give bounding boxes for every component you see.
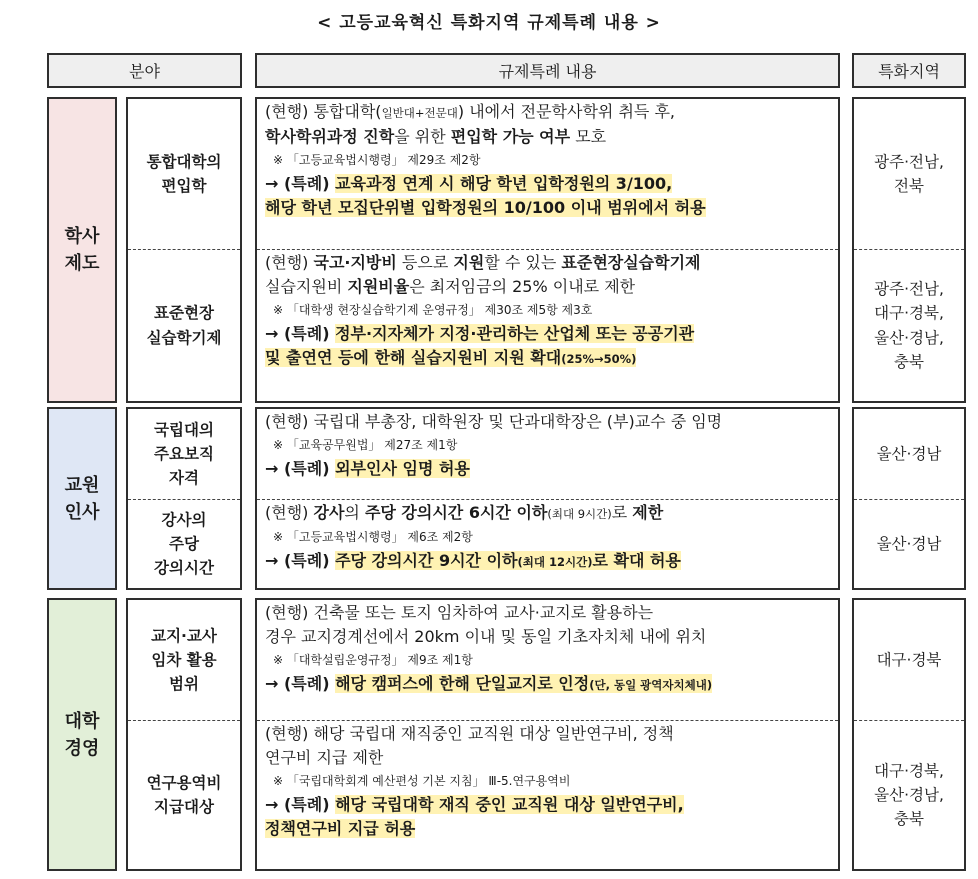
current-rule: (현행) 국고·지방비 등으로 지원할 수 있는 표준현장실습학기제 (265, 253, 701, 272)
content-column-faculty (255, 407, 840, 590)
row-subject: 표준현장 실습학기제 (128, 249, 240, 401)
category-management-label: 대학 경영 (64, 710, 100, 759)
current-rule: (현행) 통합대학(일반대+전문대) 내에서 전문학사학위 취득 후, (265, 102, 676, 121)
special-rule: → (특례) 해당 국립대학 재직 중인 교직원 대상 일반연구비, (265, 795, 684, 814)
current-rule-cont: 연구비 지급 제한 (265, 748, 384, 767)
row-subject: 국립대의 주요보직 자격 (154, 420, 214, 487)
current-rule-cont: 실습지원비 지원비율은 최저임금의 25% 이내로 제한 (265, 277, 636, 296)
category-academic-label: 학사 제도 (64, 226, 100, 274)
table-row (257, 99, 838, 249)
category-management (47, 598, 117, 871)
table-row (257, 409, 838, 499)
region-column-management (852, 598, 966, 871)
region-label: 대구·경북, 울산·경남, 충북 (854, 720, 964, 869)
current-rule: (현행) 국립대 부총장, 대학원장 및 단과대학장은 (부)교수 중 임명 (265, 412, 723, 431)
table-row (257, 249, 838, 401)
category-academic (47, 97, 117, 403)
legal-note: ※ 「고등교육법시행령」 제6조 제2항 (273, 530, 473, 544)
region-label: 대구·경북 (876, 650, 942, 669)
region-label: 울산·경남 (876, 444, 942, 463)
legal-note: ※ 「교육공무원법」 제27조 제1항 (273, 438, 458, 452)
special-rule-cont: 및 출연연 등에 한해 실습지원비 지원 확대(25%→50%) (265, 348, 637, 367)
current-rule: (현행) 강사의 주당 강의시간 6시간 이하(최대 9시간)로 제한 (265, 503, 664, 522)
row-subject: 통합대학의 편입학 (146, 152, 222, 195)
header-region: 특화지역 (852, 53, 966, 88)
page-title: < 고등교육혁신 특화지역 규제특례 내용 > (317, 13, 661, 33)
special-rule-cont: 정책연구비 지급 허용 (265, 819, 416, 838)
special-rule: → (특례) 주당 강의시간 9시간 이하(최대 12시간)로 확대 허용 (265, 551, 681, 570)
region-label: 광주·전남, 전북 (874, 152, 944, 195)
row-subject: 교지·교사 임차 활용 범위 (151, 626, 217, 693)
content-column-management (255, 598, 840, 871)
legal-note: ※ 「고등교육법시행령」 제29조 제2항 (273, 153, 481, 167)
table-row (257, 720, 838, 869)
subject-column-management (126, 598, 242, 871)
region-label: 광주·전남, 대구·경북, 울산·경남, 충북 (854, 249, 964, 401)
current-rule: (현행) 해당 국립대 재직중인 교직원 대상 일반연구비, 정책 (265, 724, 674, 743)
special-rule: → (특례) 외부인사 임명 허용 (265, 459, 470, 478)
legal-note: ※ 「대학설립운영규정」 제9조 제1항 (273, 653, 473, 667)
region-column-faculty (852, 407, 966, 590)
table-row (257, 600, 838, 720)
subject-column-faculty (126, 407, 242, 590)
legal-note: ※ 「국립대학회계 예산편성 기본 지침」 Ⅲ-5.연구용역비 (273, 774, 571, 788)
row-subject: 연구용역비 지급대상 (128, 720, 240, 869)
category-faculty-label: 교원 인사 (64, 474, 100, 523)
row-subject: 강사의 주당 강의시간 (128, 499, 240, 588)
special-rule-cont: 해당 학년 모집단위별 입학정원의 10/100 이내 범위에서 허용 (265, 198, 706, 217)
current-rule-cont: 학사학위과정 진학을 위한 편입학 가능 여부 모호 (265, 127, 607, 146)
header-content: 규제특례 내용 (255, 53, 840, 88)
region-column-academic (852, 97, 966, 403)
table-row (257, 499, 838, 588)
region-label: 울산·경남 (854, 499, 964, 588)
current-rule: (현행) 건축물 또는 토지 임차하여 교사·교지로 활용하는 (265, 603, 654, 622)
category-faculty (47, 407, 117, 590)
legal-note: ※ 「대학생 현장실습학기제 운영규정」 제30조 제5항 제3호 (273, 303, 593, 317)
subject-column-academic (126, 97, 242, 403)
special-rule: → (특례) 정부·지자체가 지정·관리하는 산업체 또는 공공기관 (265, 324, 695, 343)
content-column-academic (255, 97, 840, 403)
header-field: 분야 (47, 53, 242, 88)
special-rule: → (특례) 교육과정 연계 시 해당 학년 입학정원의 3/100, (265, 174, 673, 193)
current-rule-cont: 경우 교지경계선에서 20km 이내 및 동일 기초자치체 내에 위치 (265, 627, 707, 646)
special-rule: → (특례) 해당 캠퍼스에 한해 단일교지로 인정(단, 동일 광역자치체내) (265, 674, 713, 693)
